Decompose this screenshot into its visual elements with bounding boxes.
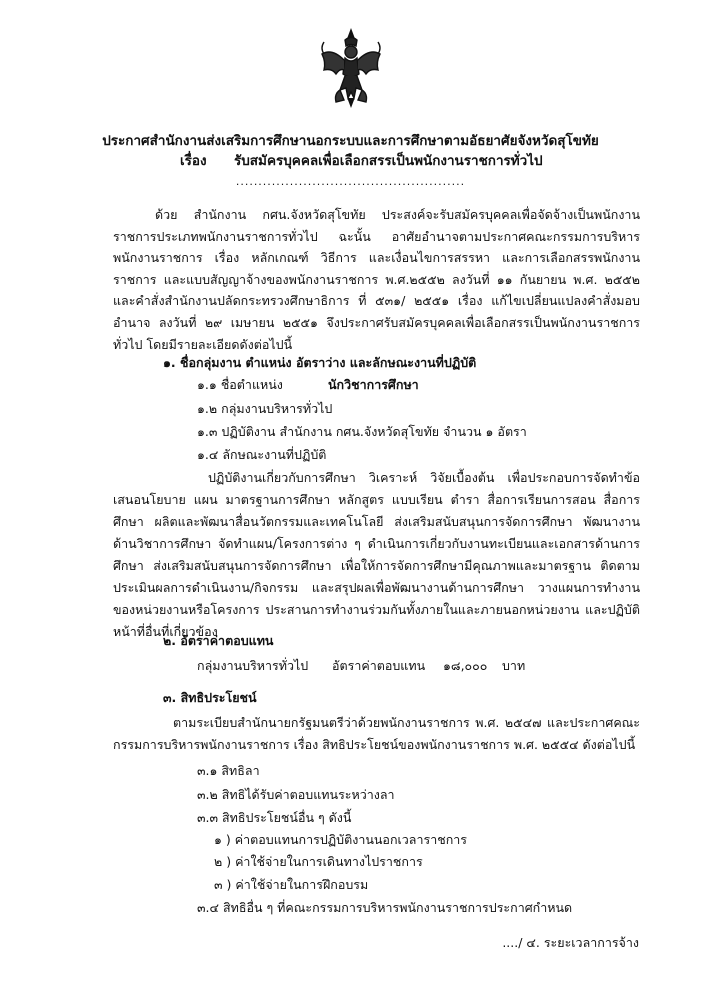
title-separator: ................................................... bbox=[235, 175, 466, 188]
subject-label: เรื่อง bbox=[180, 153, 207, 169]
salary-unit: บาท bbox=[502, 658, 526, 673]
continued-note: ..../ ๔. ระยะเวลาการจ้าง bbox=[502, 935, 639, 950]
duties-text: ปฏิบัติงานเกี่ยวกับการศึกษา วิเคราะห์ วิจัยเบื้องต้น เพื่อประกอบการจัดทำข้อเสนอนโยบาย แผน มาตรฐานการศึกษา หลักสูตร แบบเรียน ตำรา สื่อการเรียนการสอน สื่อการศึกษา ผลิตและพัฒนาสื่อนวัตกรรมและเทคโนโลยี ส่งเสริมสนับสนุนการจัดการศึกษา พัฒนางานด้านวิชาการศึกษา จัดทำแผน/โครงการต่าง ๆ ดำเนินการเกี่ยวกับงานทะเบียนและเอกสารด้านการศึกษา ส่งเสริมสนับสนุนการจัดการศึกษา เพื่อให้การจัดการศึกษามีคุณภาพและมาตรฐาน ติดตาม ประเมินผลการดำเนินงาน/กิจกรรม และสรุปผลเพื่อพัฒนางานด้านการศึกษา วางแผนการทำงานของหน่วยงานหรือโครงการ ประสานการทำงานร่วมกันทั้งภายในและภายนอกหน่วยงาน และปฏิบัติหน้าที่อื่นที่เกี่ยวข้อง bbox=[113, 470, 640, 639]
salary-value: ๑๘,๐๐๐ bbox=[443, 658, 488, 673]
position-value: นักวิชาการศึกษา bbox=[328, 377, 419, 392]
position-label: ๑.๑ ชื่อตำแหน่ง bbox=[197, 377, 283, 392]
section2-heading: ๒. อัตราค่าตอบแทน bbox=[163, 633, 274, 648]
salary-group: กลุ่มงานบริหารทั่วไป bbox=[197, 658, 309, 673]
work-location: ๑.๓ ปฏิบัติงาน สำนักงาน กศน.จังหวัดสุโขทัย จำนวน ๑ อัตรา bbox=[197, 424, 527, 439]
section3-heading: ๓. สิทธิประโยชน์ bbox=[163, 690, 257, 705]
benefit-leave-pay: ๓.๒ สิทธิได้รับค่าตอบแทนระหว่างลา bbox=[197, 787, 395, 802]
announcement-subject bbox=[180, 152, 543, 170]
section1-heading: ๑. ชื่อกลุ่มงาน ตำแหน่ง อัตราว่าง และลักษณะงานที่ปฏิบัติ bbox=[163, 355, 477, 370]
salary-label: อัตราค่าตอบแทน bbox=[332, 658, 426, 673]
benefit-training: ๓ ) ค่าใช้จ่ายในการฝึกอบรม bbox=[214, 877, 369, 892]
duties-paragraph bbox=[113, 467, 640, 643]
subject-text: รับสมัครบุคคลเพื่อเลือกสรรเป็นพนักงานราชการทั่วไป bbox=[233, 153, 543, 169]
intro-text: ด้วย สำนักงาน กศน.จังหวัดสุโขทัย ประสงค์จะรับสมัครบุคคลเพื่อจัดจ้างเป็นพนักงานราชการประเภทพนักงานราชการทั่วไป ฉะนั้น อาศัยอำนาจตามประกาศคณะกรรมการบริหารพนักงานราชการ เรื่อง หลักเกณฑ์ วิธีการ และเงื่อนไขการสรรหา และการเลือกสรรพนักงานราชการ และแบบสัญญาจ้างของพนักงานราชการ พ.ศ.๒๕๕๒ ลงวันที่ ๑๑ กันยายน พ.ศ. ๒๕๕๒ และคำสั่งสำนักงานปลัดกระทรวงศึกษาธิการ ที่ ๕๓๑/ ๒๕๕๑ เรื่อง แก้ไขเปลี่ยนแปลงคำสั่งมอบอำนาจ ลงวันที่ ๒๙ เมษายน ๒๕๕๑ จึงประกาศรับสมัครบุคคลเพื่อเลือกสรรเป็นพนักงานราชการทั่วไป โดยมีรายละเอียดดังต่อไปนี้ bbox=[113, 207, 640, 352]
benefit-overtime: ๑ ) ค่าตอบแทนการปฏิบัติงานนอกเวลาราชการ bbox=[214, 832, 467, 847]
benefits-intro bbox=[113, 712, 640, 755]
benefit-leave: ๓.๑ สิทธิลา bbox=[197, 763, 260, 778]
job-description-label: ๑.๔ ลักษณะงานที่ปฏิบัติ bbox=[197, 447, 327, 462]
benefit-travel: ๒ ) ค่าใช้จ่ายในการเดินทางไปราชการ bbox=[214, 854, 423, 869]
benefit-other: ๓.๓ สิทธิประโยชน์อื่น ๆ ดังนี้ bbox=[197, 810, 352, 825]
benefit-misc: ๓.๔ สิทธิอื่น ๆ ที่คณะกรรมการบริหารพนักงานราชการประกาศกำหนด bbox=[197, 900, 573, 915]
work-group: ๑.๒ กลุ่มงานบริหารทั่วไป bbox=[197, 401, 333, 416]
garuda-emblem bbox=[318, 28, 384, 108]
announcement-title: ประกาศสำนักงานส่งเสริมการศึกษานอกระบบและการศึกษาตามอัธยาศัยจังหวัดสุโขทัย bbox=[102, 133, 599, 149]
intro-paragraph bbox=[113, 204, 640, 355]
benefits-intro-text: ตามระเบียบสำนักนายกรัฐมนตรีว่าด้วยพนักงานราชการ พ.ศ. ๒๕๔๗ และประกาศคณะกรรมการบริหารพนักงานราชการ เรื่อง สิทธิประโยชน์ของพนักงานราชการ พ.ศ. ๒๕๕๔ ดังต่อไปนี้ bbox=[113, 715, 640, 752]
